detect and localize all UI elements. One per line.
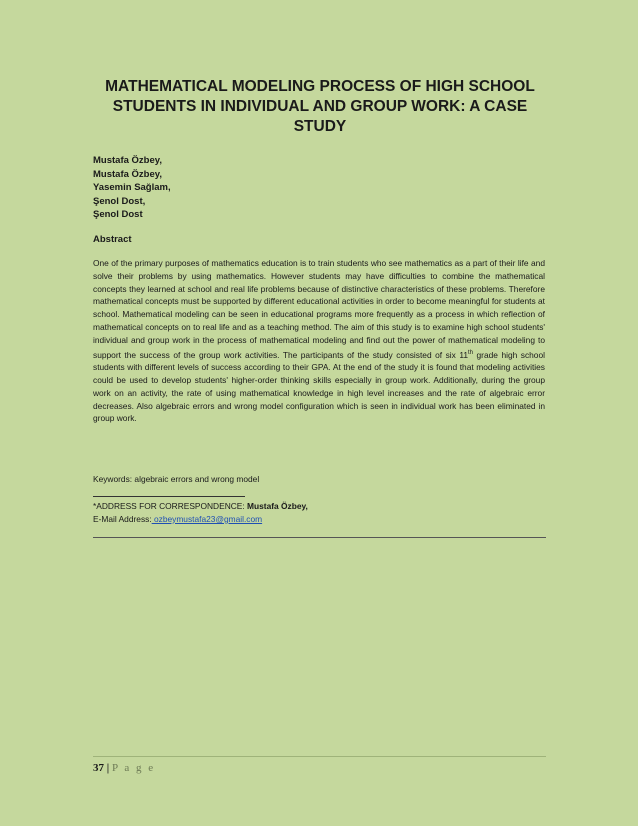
author-list: [93, 154, 171, 222]
superscript-th: th: [468, 349, 474, 356]
page-word: P a g e: [111, 762, 156, 774]
section-divider: [93, 537, 546, 538]
page-number: 37: [93, 762, 104, 774]
author-name: Şenol Dost: [93, 209, 143, 220]
address-label: *ADDRESS FOR CORRESPONDENCE:: [93, 501, 248, 511]
correspondence-block: [93, 500, 308, 526]
footer-separator: |: [104, 762, 112, 774]
author-name: Yasemin Sağlam,: [93, 182, 171, 193]
author-name: Mustafa Özbey,: [93, 155, 162, 166]
abstract-text-part2: grade high school students with different levels of success according to their GPA. At the end of the study it is found that modeling activities could be used to develop students' higher-order thinking skills especially in group work. Additionally, during the group work on an activity, the rate of using mathematical knowledge in high level increases and the rate of algebraic error decreases. Also algebraic errors and wrong model configuration which is seen in individual work has been eliminated in group work.: [93, 349, 545, 424]
footnote-divider: [93, 496, 245, 497]
correspondence-name: Mustafa Özbey,: [247, 501, 308, 511]
page-footer: [93, 762, 155, 774]
email-label: E-Mail Address:: [93, 513, 152, 524]
author-name: Mustafa Özbey,: [93, 168, 162, 180]
paper-title: MATHEMATICAL MODELING PROCESS OF HIGH SCHOOL STUDENTS IN INDIVIDUAL AND GROUP WORK: A CASE STUDY: [105, 78, 535, 135]
keywords: Keywords: algebraic errors and wrong model: [93, 474, 260, 484]
footer-divider: [93, 756, 546, 757]
email-link[interactable]: ozbeymustafa23@gmail.com: [151, 513, 263, 524]
abstract-heading: Abstract: [93, 234, 132, 245]
abstract-text-part1: One of the primary purposes of mathematics education is to train students who see mathematics as a part of their life and solve their problems by using mathematics. However students may have difficulties to combine the mathematical concepts they learned at school and real life problems because of distinctive characteristics of these problems. Therefore mathematical concepts must be supported by different educational activities in order to become meaningful for students at school. Mathematical modeling can be seen in educational programs more frequently as a process in which reflection of mathematical concepts on to real life and as a teaching method. The aim of this study is to examine high school students' individual and group work in the process of mathematical modeling and find out the power of mathematical modeling to support the success of the group work activities. The participants of the study consisted of six 11: [93, 258, 545, 360]
author-name: Şenol Dost,: [93, 195, 146, 207]
abstract-body: [93, 257, 545, 425]
